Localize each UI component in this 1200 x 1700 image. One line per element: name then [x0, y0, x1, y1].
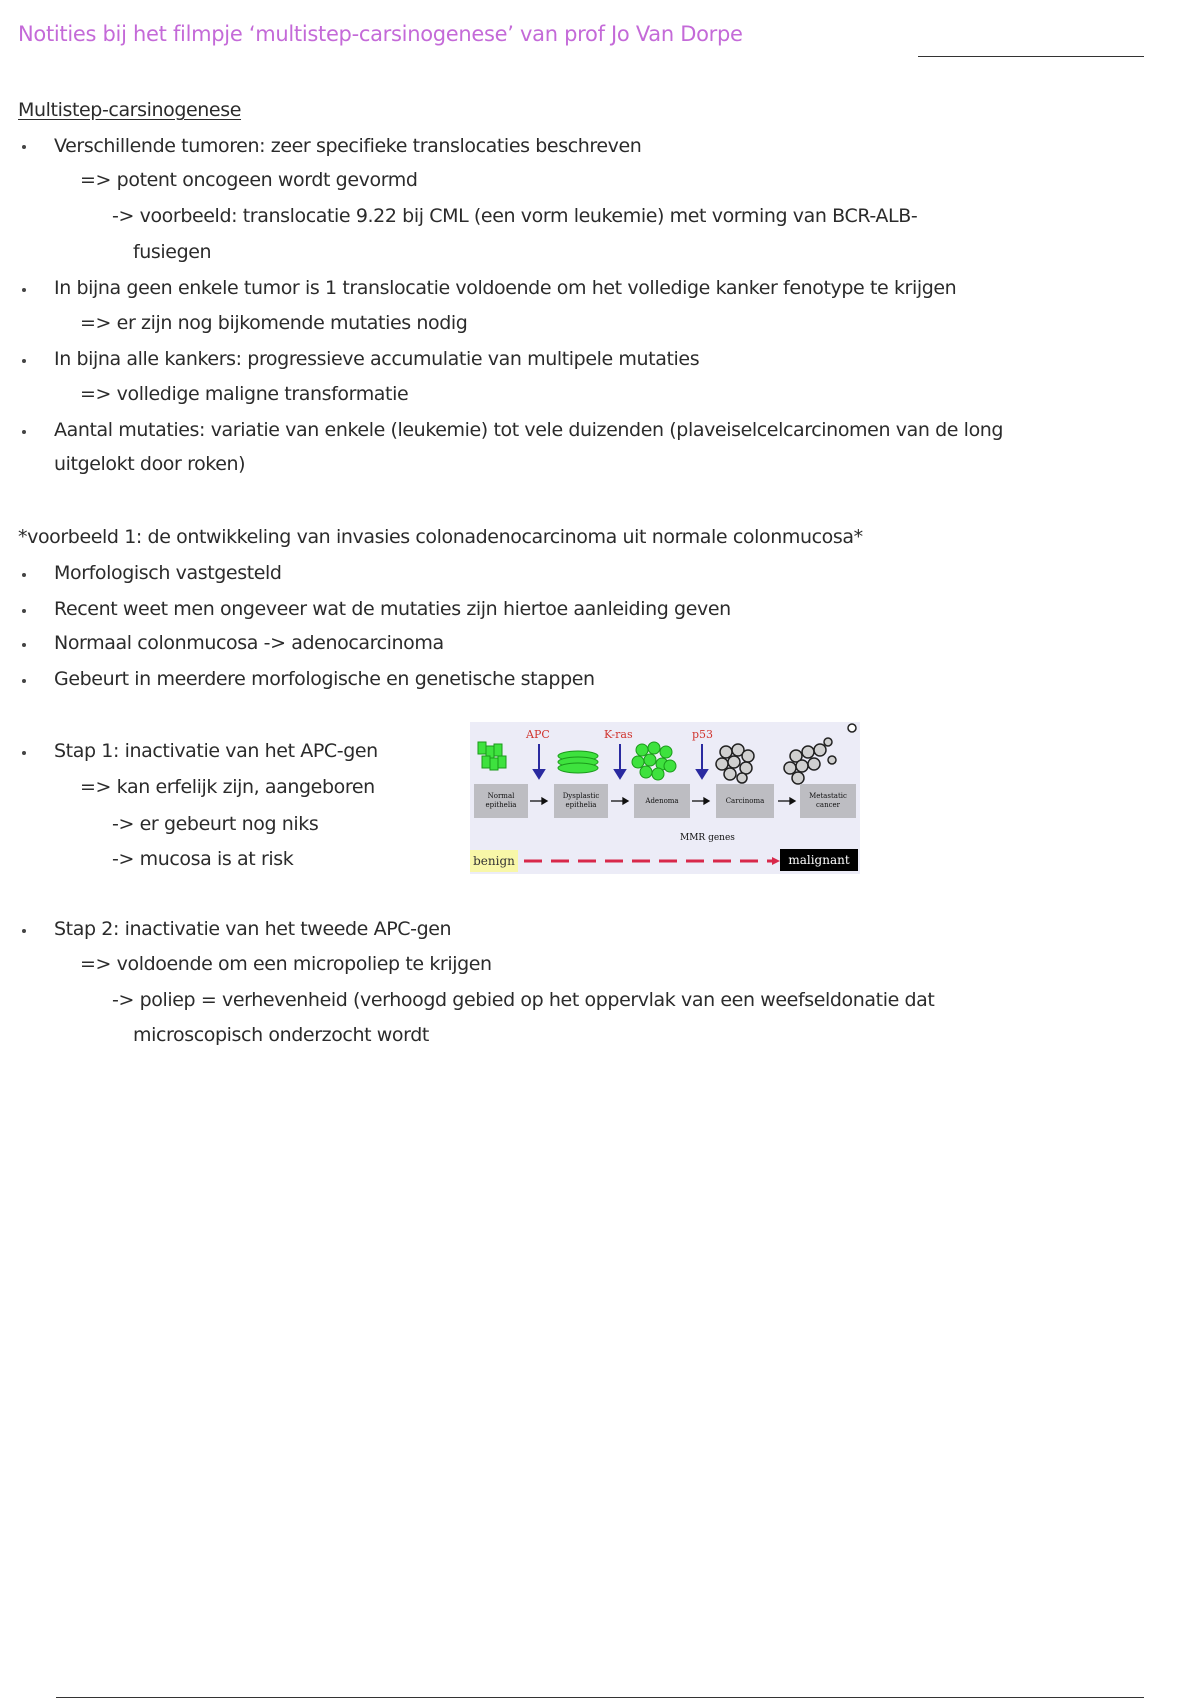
bullet-dot [22, 573, 26, 577]
bullet-dot [22, 288, 26, 292]
stage-dysplastic: Dysplastic epithelia [554, 784, 608, 818]
sub-sub-item: -> voorbeeld: translocatie 9.22 bij CML (een vorm leukemie) met vorming van BCR-ALB- [112, 205, 918, 227]
sub-item: => kan erfelijk zijn, aangeboren [80, 776, 375, 798]
bullet-text: In bijna alle kankers: progressieve accumulatie van multipele mutaties [54, 348, 700, 370]
sub-sub-item: -> poliep = verhevenheid (verhoogd gebied op het oppervlak van een weefseldonatie dat [112, 989, 935, 1011]
normal-cells-icon [478, 742, 506, 770]
sub-sub-item-continued: microscopisch onderzocht wordt [133, 1024, 429, 1046]
bullet-text: Morfologisch vastgesteld [54, 562, 282, 584]
bullet-dot [22, 643, 26, 647]
sub-item: => voldoende om een micropoliep te krijgen [80, 953, 492, 975]
stage-carcinoma: Carcinoma [716, 784, 774, 818]
progression-arrow [524, 857, 780, 865]
stage-adenoma: Adenoma [634, 784, 690, 818]
bullet-dot [22, 609, 26, 613]
malignant-label: malignant [780, 849, 858, 871]
header-rule [918, 56, 1144, 57]
bullet-dot [22, 929, 26, 933]
section-heading: Multistep-carsinogenese [18, 99, 242, 121]
sub-sub-item-continued: fusiegen [133, 241, 212, 263]
bullet-text: Stap 1: inactivatie van het APC-gen [54, 740, 378, 762]
bullet-text: Normaal colonmucosa -> adenocarcinoma [54, 632, 444, 654]
bullet-text: Stap 2: inactivatie van het tweede APC-gen [54, 918, 452, 940]
footer-rule [56, 1697, 1144, 1698]
document-title: Notities bij het filmpje ‘multistep-carsinogenese’ van prof Jo Van Dorpe [18, 22, 743, 46]
bullet-dot [22, 359, 26, 363]
mmr-genes-label: MMR genes [680, 833, 735, 843]
gene-label-apc: APC [526, 728, 550, 741]
bullet-dot [22, 145, 26, 149]
bullet-text: Verschillende tumoren: zeer specifieke translocaties beschreven [54, 135, 642, 157]
carcinogenesis-diagram [470, 722, 860, 874]
bullet-dot [22, 430, 26, 434]
bullet-dot [22, 679, 26, 683]
dysplastic-cells-icon [558, 751, 598, 773]
bullet-text-continued: uitgelokt door roken) [54, 453, 246, 475]
bullet-text: Gebeurt in meerdere morfologische en genetische stappen [54, 668, 595, 690]
sub-item: => volledige maligne transformatie [80, 383, 409, 405]
gene-label-p53: p53 [692, 728, 714, 741]
sub-item: => potent oncogeen wordt gevormd [80, 169, 418, 191]
gene-label-kras: K-ras [604, 728, 633, 741]
adenoma-cells-icon [632, 742, 676, 780]
bullet-text: In bijna geen enkele tumor is 1 translocatie voldoende om het volledige kanker fenotype te krijgen [54, 277, 957, 299]
bullet-dot [22, 751, 26, 755]
metastatic-cells-icon [784, 724, 856, 784]
carcinoma-cells-icon [716, 744, 754, 783]
bullet-text: Aantal mutaties: variatie van enkele (leukemie) tot vele duizenden (plaveiselcelcarcinomen van de long [54, 419, 1004, 441]
sub-item: => er zijn nog bijkomende mutaties nodig [80, 312, 468, 334]
example-heading: *voorbeeld 1: de ontwikkeling van invasies colonadenocarcinoma uit normale colonmucosa* [18, 526, 863, 548]
sub-sub-item: -> mucosa is at risk [112, 848, 294, 870]
stage-normal: Normal epithelia [474, 784, 528, 818]
sub-sub-item: -> er gebeurt nog niks [112, 813, 319, 835]
benign-label: benign [470, 850, 518, 872]
stage-metastatic: Metastatic cancer [800, 784, 856, 818]
bullet-text: Recent weet men ongeveer wat de mutaties zijn hiertoe aanleiding geven [54, 598, 731, 620]
